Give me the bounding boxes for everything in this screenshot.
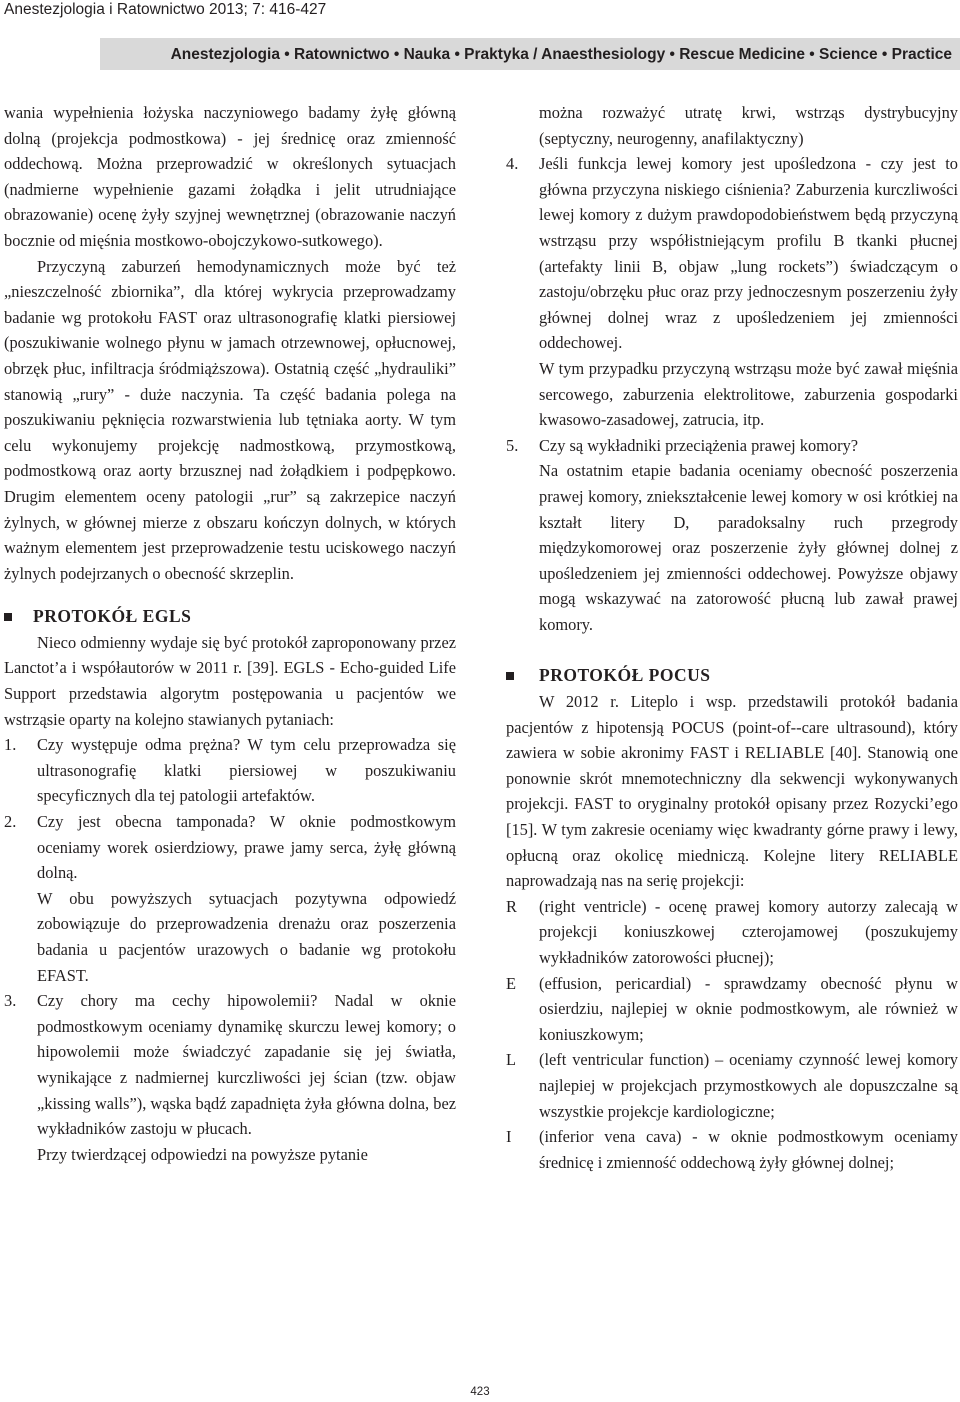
list-text: Czy są wykładniki przeciążenia prawej komory? bbox=[539, 435, 859, 455]
list-number: 5. bbox=[506, 435, 519, 455]
list-letter: L bbox=[506, 1050, 517, 1070]
journal-banner: Anestezjologia • Ratownictwo • Nauka • Praktyka / Anaesthesiology • Rescue Medicine • Science • Practice bbox=[100, 38, 960, 70]
left-column bbox=[4, 100, 456, 1167]
list-letter: I bbox=[506, 1127, 512, 1147]
list-item bbox=[506, 1047, 958, 1124]
section-title: PROTOKÓŁ EGLS bbox=[33, 606, 192, 627]
list-item bbox=[4, 732, 456, 809]
list-item bbox=[4, 988, 456, 1142]
list-letter: R bbox=[506, 896, 517, 916]
paragraph: Przy twierdzącej odpowiedzi na powyższe pytanie bbox=[37, 1144, 368, 1164]
paragraph: W 2012 r. Liteplo i wsp. przedstawili protokół badania pacjentów z hipotensją POCUS (point-of--care ultrasound), który zawiera w sobie akronimy FAST i RELIABLE [40]. Stanowią one ponownie skrót mnemotechniczny dla sekwencji wykonywanych projekcji. FAST to oryginalny protokół opisany przez Rozycki’ego [15]. W tym zakresie oceniamy więc kwadranty górne prawy i lewy, opłucną oraz okolicę miedniczą. Kolejne litery RELIABLE naprowadzają nas na serię projekcji: bbox=[506, 692, 958, 891]
square-bullet-icon bbox=[506, 672, 514, 680]
list-number: 2. bbox=[4, 812, 17, 832]
paragraph: Na ostatnim etapie badania oceniamy obecność poszerzenia prawej komory, zniekształcenie lewej komory w osi krótkiej na kształt litery D, paradoksalny ruch przegrody międzykomorowej oraz poszerzenie żyły głównej dolnej z upośledzeniem jej zmienności oddechowej. Powyższe objawy mogą wskazywać na zatorowość płucną lub zawał prawej komory. bbox=[539, 461, 958, 634]
paragraph: W obu powyższych sytuacjach pozytywna odpowiedź zobowiązuje do przeprowadzenia drenażu oraz poszerzenia badania u pacjentów urazowych o badanie wg protokołu EFAST. bbox=[37, 888, 456, 985]
list-text: Czy występuje odma prężna? W tym celu przeprowadza się ultrasonografię klatki piersiowej w poszukiwaniu specyficznych dla tej patologii artefaktów. bbox=[37, 735, 456, 806]
list-text: (right ventricle) - ocenę prawej komory autorzy zalecają w projekcji koniuszkowej czterojamowej (poszukujemy wykładników zatorowości płucnej); bbox=[539, 896, 958, 967]
list-number: 3. bbox=[4, 991, 17, 1011]
section-title: PROTOKÓŁ POCUS bbox=[539, 665, 711, 686]
list-item bbox=[506, 1124, 958, 1175]
paragraph: Nieco odmienny wydaje się być protokół zaproponowany przez Lanctot’a i współautorów w 2011 r. [39]. EGLS - Echo-guided Life Support przedstawia algorytm postępowania u pacjentów we wstrząsie oparty na kolejno stawianych pytaniach: bbox=[4, 632, 456, 729]
list-letter: E bbox=[506, 973, 517, 993]
list-text: (inferior vena cava) - w oknie podmostkowym oceniamy średnicę i zmienność oddechową żyły głównej dolnej; bbox=[539, 1127, 958, 1172]
list-item bbox=[506, 433, 958, 459]
list-text: Czy chory ma cechy hipowolemii? Nadal w oknie podmostkowym oceniamy dynamikę skurczu lewej komory; o hipowolemii może świadczyć zapadanie się jej światła, wynikające z nadmiernej kurczliwości jej ścian (tzw. objaw „kissing walls”), wąska bądź zapadnięta żyła główna dolna, bez wykładników zastoju w płucach. bbox=[37, 991, 456, 1139]
list-number: 4. bbox=[506, 154, 519, 174]
paragraph: Przyczyną zaburzeń hemodynamicznych może być też „nieszczelność zbiornika”, dla której wykrycia przeprowadzamy badanie wg protokołu FAST oraz ultrasonografię klatki piersiowej (poszukiwanie wolnego płynu w jamach otrzewnowej, opłucnowej, obrzęk płuc, infiltracja śródmiąższowa). Ostatnią część „hydrauliki” stanowią „rury” - duże naczynia. Ta część badania polega na poszukiwaniu pęknięcia rozwarstwienia lub tętniaka aorty. W tym celu wykonujemy projekcję nadmostkową, przymostkową, podmostkową oraz aorty brzusznej nad żołądkiem i podpępkowo. Drugim elementem oceny patologii „rur” są zakrzepice naczyń żylnych, w głównej mierze z obszaru kończyn dolnych, w których ważnym elementem jest przeprowadzenie testu uciskowego naczyń żylnych podejrzanych o obecność skrzeplin. bbox=[4, 256, 456, 583]
list-text: Czy jest obecna tamponada? W oknie podmostkowym oceniamy worek osierdziowy, prawe jamy serca, żyłę główną dolną. bbox=[37, 812, 456, 883]
right-column bbox=[506, 100, 958, 1175]
list-item bbox=[506, 151, 958, 356]
square-bullet-icon bbox=[4, 613, 12, 621]
journal-reference: Anestezjologia i Ratownictwo 2013; 7: 416-427 bbox=[4, 1, 327, 18]
list-text: Jeśli funkcja lewej komory jest upośledzona - czy jest to główna przyczyna niskiego ciśnienia? Zaburzenia kurczliwości lewej komory z dużym prawdopodobieństwem będą przyczyną wstrząsu przy współistniejącym profilu B tkanki płucnej (artefakty linii B, objaw „lung rockets”) świadczącym o zastoju/obrzęku płuc oraz przy jednoczesnym poszerzeniu żyły głównej dolnej wraz z upośledzeniem jej zmienności oddechowej. bbox=[539, 154, 958, 353]
section-heading-egls bbox=[4, 604, 456, 630]
list-number: 1. bbox=[4, 735, 17, 755]
page-number: 423 bbox=[470, 1386, 490, 1398]
list-item bbox=[506, 894, 958, 971]
paragraph: wania wypełnienia łożyska naczyniowego badamy żyłę główną dolną (projekcja podmostkowa) - jej średnicę oraz zmienność oddechową. Można przeprowadzić w określonych sytuacjach (nadmierne wypełnienie gazami żołądka i jelit utrudniające obrazowanie) ocenę żyły szyjnej wewnętrznej (obrazowanie naczyń bocznie od mięśnia mostkowo-obojczykowo-sutkowego). bbox=[4, 103, 456, 250]
paragraph: można rozważyć utratę krwi, wstrząs dystrybucyjny (septyczny, neurogenny, anafilaktyczny) bbox=[539, 103, 958, 148]
list-text: (left ventricular function) – oceniamy czynność lewej komory najlepiej w projekcjach przymostkowych ale dopuszczalne są wszystkie projekcje kardiologiczne; bbox=[539, 1050, 958, 1121]
list-item bbox=[506, 971, 958, 1048]
section-heading-pocus bbox=[506, 663, 958, 689]
list-item bbox=[4, 809, 456, 886]
paragraph: W tym przypadku przyczyną wstrząsu może być zawał mięśnia sercowego, zaburzenia elektrolitowe, zaburzenia gospodarki kwasowo-zasadowej, zatrucia, itp. bbox=[539, 358, 958, 430]
list-text: (effusion, pericardial) - sprawdzamy obecność płynu w osierdziu, najlepiej w oknie podmostkowym, ale również w koniuszkowym; bbox=[539, 973, 958, 1044]
